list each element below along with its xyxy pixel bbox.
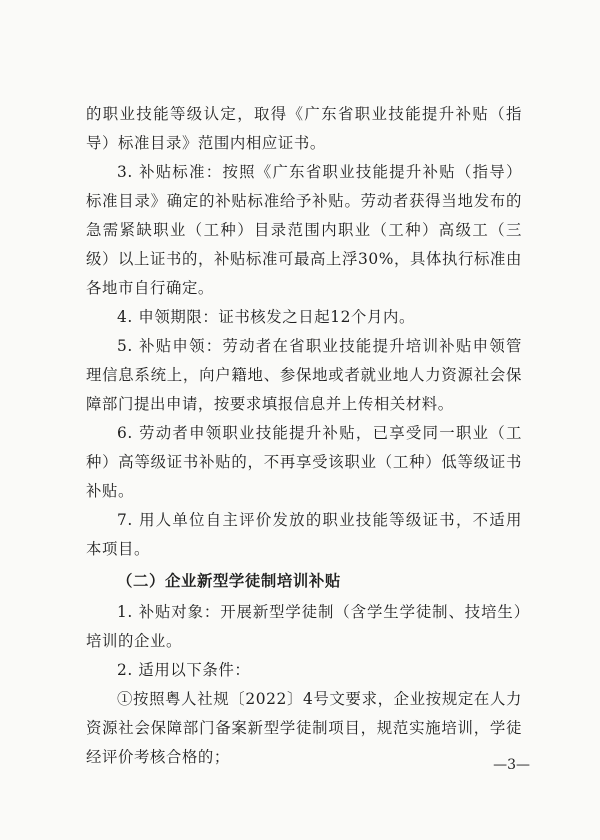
paragraph-subsidy-target: 1. 补贴对象：开展新型学徒制（含学生学徒制、技培生）培训的企业。 xyxy=(86,603,522,650)
paragraph-subsidy-standard: 3. 补贴标准：按照《广东省职业技能提升补贴（指导）标准目录》确定的补贴标准给予补贴。劳动者获得当地发布的急需紧缺职业（工种）目录范围内职业（工种）高级工（三级）以上证书的，补贴标准可最高上浮30%，具体执行标准由各地市自行确定。 xyxy=(86,163,522,297)
paragraph-application-deadline: 4. 申领期限：证书核发之日起12个月内。 xyxy=(117,308,416,326)
paragraph-condition-1: ①按照粤人社规〔2022〕4号文要求，企业按规定在人力资源社会保障部门备案新型学徒制项目，规范实施培训，学徒经评价考核合格的； xyxy=(86,690,522,766)
paragraph-subsidy-application: 5. 补贴申领：劳动者在省职业技能提升培训补贴申领管理信息系统上，向户籍地、参保地或者就业地人力资源社会保障部门提出申请，按要求填报信息并上传相关材料。 xyxy=(86,337,522,413)
paragraph-conditions: 2. 适用以下条件： xyxy=(117,661,251,679)
document-body xyxy=(86,100,522,772)
paragraph-continuation: 的职业技能等级认定，取得《广东省职业技能提升补贴（指导）标准目录》范围内相应证书。 xyxy=(86,105,522,152)
section-heading: （二）企业新型学徒制培训补贴 xyxy=(117,572,341,590)
page-number: —3— xyxy=(493,757,530,773)
paragraph-no-duplicate: 6. 劳动者申领职业技能提升补贴，已享受同一职业（工种）高等级证书补贴的，不再享受该职业（工种）低等级证书补贴。 xyxy=(86,424,522,500)
paragraph-not-applicable: 7. 用人单位自主评价发放的职业技能等级证书，不适用本项目。 xyxy=(86,511,522,558)
